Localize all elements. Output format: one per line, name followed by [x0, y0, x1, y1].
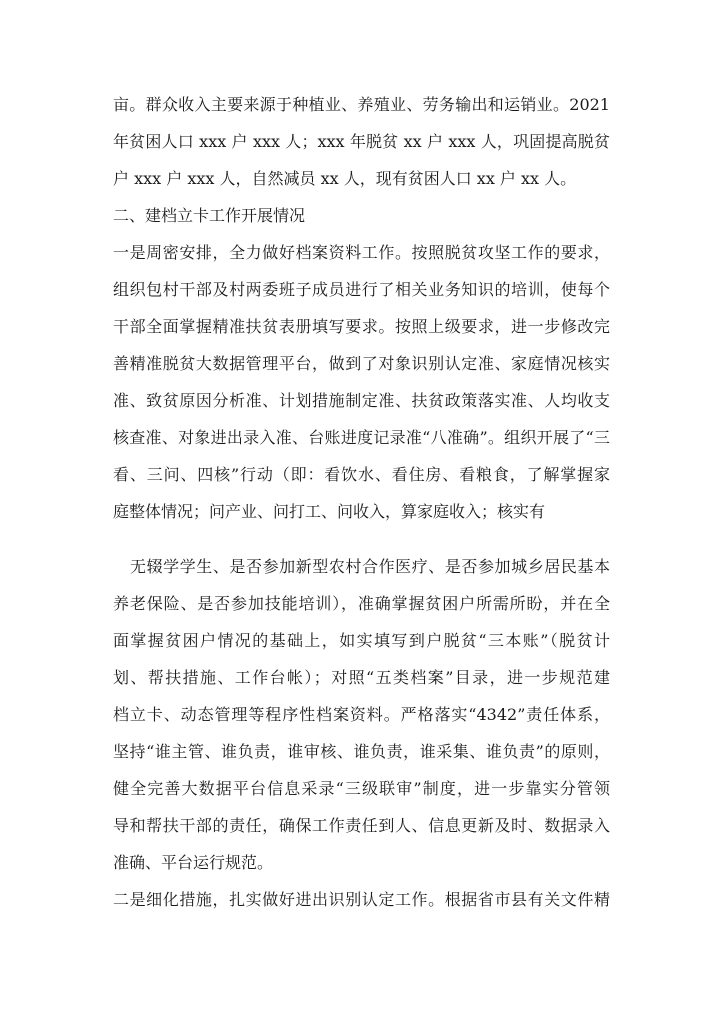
body-text-line: 善精准脱贫大数据管理平台，做到了对象识别认定准、家庭情况核实: [113, 354, 610, 373]
body-text-line: 健全完善大数据平台信息采录“三级联审”制度，进一步靠实分管领: [113, 779, 610, 798]
body-text-line: 划、帮扶措施、工作台帐）；对照“五类档案”目录，进一步规范建: [113, 668, 610, 687]
body-text-line: 准确、平台运行规范。: [113, 853, 274, 872]
body-text-line: 准、致贫原因分析准、计划措施制定准、扶贫政策落实准、人均收支: [113, 391, 610, 410]
body-text-line: 面掌握贫困户情况的基础上，如实填写到户脱贫“三本账”（脱贫计: [113, 631, 610, 650]
body-text-line: 无辍学学生、是否参加新型农村合作医疗、是否参加城乡居民基本: [130, 557, 610, 576]
body-text-line: 养老保险、是否参加技能培训），准确掌握贫困户所需所盼，并在全: [113, 594, 610, 613]
body-text-line: 核查准、对象进出录入准、台账进度记录准“八准确”。组织开展了“三: [113, 428, 610, 447]
body-text-line: 庭整体情况；问产业、问打工、问收入，算家庭收入；核实有: [113, 502, 546, 521]
body-text-line: 一是周密安排，全力做好档案资料工作。按照脱贫攻坚工作的要求，: [113, 243, 610, 262]
body-text-line: 亩。群众收入主要来源于种植业、养殖业、劳务输出和运销业。2021: [113, 95, 610, 114]
body-text-line: 导和帮扶干部的责任，确保工作责任到人、信息更新及时、数据录入: [113, 816, 610, 835]
section-heading: 二、建档立卡工作开展情况: [113, 206, 306, 225]
body-text-line: 二是细化措施，扎实做好进出识别认定工作。根据省市县有关文件精: [113, 890, 610, 909]
body-text-line: 年贫困人口 xxx 户 xxx 人；xxx 年脱贫 xx 户 xxx 人，巩固提高脱贫: [113, 132, 610, 151]
body-text-line: 坚持“谁主管、谁负责，谁审核、谁负责，谁采集、谁负责”的原则，: [113, 742, 610, 761]
body-text-line: 组织包村干部及村两委班子成员进行了相关业务知识的培训，使每个: [113, 280, 610, 299]
body-text-line: 干部全面掌握精准扶贫表册填写要求。按照上级要求，进一步修改完: [113, 317, 610, 336]
body-text-line: 档立卡、动态管理等程序性档案资料。严格落实“4342”责任体系，: [113, 705, 610, 724]
body-text-line: 看、三问、四核”行动（即：看饮水、看住房、看粮食，了解掌握家: [113, 465, 610, 484]
body-text-line: 户 xxx 户 xxx 人，自然减员 xx 人，现有贫困人口 xx 户 xx 人。: [113, 169, 577, 188]
